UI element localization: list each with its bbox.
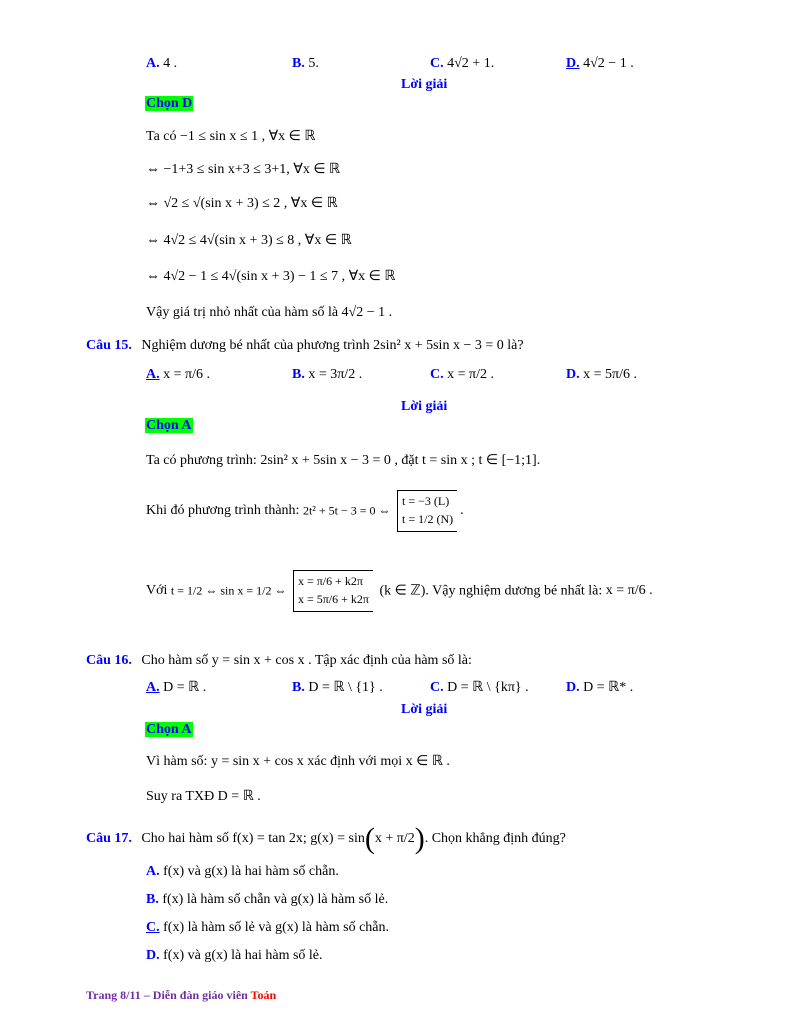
q17-option-b-text: f(x) là hàm số chẵn và g(x) là hàm số lẻ. bbox=[162, 892, 389, 907]
q15-step-2: Khi đó phương trình thành: 2t² + 5t − 3 = 0 ⇔ t = −3 (L) t = 1/2 (N) . bbox=[146, 490, 464, 532]
footer-subject: Toán bbox=[250, 988, 277, 1002]
q15-question bbox=[86, 338, 524, 354]
q14-option-a[interactable] bbox=[146, 56, 177, 72]
q16-option-a[interactable] bbox=[146, 679, 206, 696]
q17-question-arg: x + π/2 bbox=[374, 831, 415, 846]
q16-solution-heading: Lời giải bbox=[401, 702, 448, 717]
q14-step-3: ⇔ √2 ≤ √(sin x + 3) ≤ 2 , ∀x ∈ ℝ bbox=[146, 196, 338, 211]
q14-option-a-label: A. bbox=[146, 56, 160, 71]
q16-question bbox=[86, 653, 472, 669]
q15-step-3 bbox=[146, 570, 653, 612]
q17-question-end: . Chọn khẳng định đúng? bbox=[424, 831, 566, 846]
q15-option-a-label: A. bbox=[146, 367, 160, 382]
q16-option-a-text: D = ℝ . bbox=[163, 680, 207, 695]
q17-option-a[interactable] bbox=[146, 864, 339, 880]
q14-step-2: ⇔ −1+3 ≤ sin x+3 ≤ 3+1, ∀x ∈ ℝ bbox=[146, 162, 341, 177]
q15-chosen-label: Chọn A bbox=[146, 418, 192, 433]
q15-solution-bracket bbox=[293, 570, 373, 612]
q16-option-b-label: B. bbox=[292, 680, 305, 695]
q17-option-a-label: A. bbox=[146, 864, 160, 879]
q14-solution-heading: Lời giải bbox=[401, 77, 448, 92]
q17-option-d[interactable] bbox=[146, 948, 323, 964]
q15-solution-1: x = π/6 + k2π bbox=[297, 574, 363, 588]
q15-solution-2: x = 5π/6 + k2π bbox=[297, 591, 369, 606]
q14-option-a-text: 4 . bbox=[163, 56, 178, 71]
q15-step-3-answer: x = π/6 . bbox=[605, 582, 653, 598]
q15-solution-heading: Lời giải bbox=[401, 399, 448, 414]
q15-option-d-label: D. bbox=[566, 367, 580, 382]
q15-step-2-text: Khi đó phương trình thành: bbox=[146, 502, 300, 518]
q14-option-d-label: D. bbox=[566, 56, 580, 71]
q16-option-c-label: C. bbox=[430, 680, 444, 695]
q15-case-1: t = −3 (L) bbox=[402, 494, 450, 508]
q15-step-1: Ta có phương trình: 2sin² x + 5sin x − 3 = 0 , đặt t = sin x ; t ∈ [−1;1]. bbox=[146, 453, 541, 468]
q17-question: Câu 17. Cho hai hàm số f(x) = tan 2x; g(x) = sin(x + π/2). Chọn khẳng định đúng? bbox=[86, 822, 566, 855]
q15-option-c-text: x = π/2 . bbox=[447, 367, 494, 382]
q16-chosen-answer bbox=[145, 722, 193, 738]
q17-question-start: Cho hai hàm số f(x) = tan 2x; g(x) = sin bbox=[141, 831, 365, 846]
q14-option-c[interactable] bbox=[430, 56, 494, 72]
q17-option-d-text: f(x) và g(x) là hai hàm số lẻ. bbox=[163, 948, 323, 963]
q15-label: Câu 15. bbox=[86, 338, 132, 353]
footer-separator: – bbox=[140, 988, 153, 1002]
q14-option-d-text: 4√2 − 1 . bbox=[583, 56, 634, 71]
q14-step-4: ⇔ 4√2 ≤ 4√(sin x + 3) ≤ 8 , ∀x ∈ ℝ bbox=[146, 233, 352, 248]
q14-option-d[interactable] bbox=[566, 56, 634, 72]
q16-option-d[interactable] bbox=[566, 679, 633, 696]
footer-forum-name: Diễn đàn giáo viên bbox=[152, 988, 251, 1002]
q16-option-c[interactable] bbox=[430, 679, 529, 696]
q15-option-b[interactable] bbox=[292, 367, 362, 383]
q16-step-1: Vì hàm số: y = sin x + cos x xác định với mọi x ∈ ℝ . bbox=[146, 754, 450, 769]
q14-option-b-text: 5. bbox=[308, 56, 319, 71]
q15-option-b-label: B. bbox=[292, 367, 305, 382]
q17-option-d-label: D. bbox=[146, 948, 160, 963]
q16-option-b-text: D = ℝ \ {1} . bbox=[308, 680, 383, 695]
q17-option-b-label: B. bbox=[146, 892, 159, 907]
footer-page-number: Trang 8/11 bbox=[86, 988, 141, 1002]
q15-option-a-text: x = π/6 . bbox=[163, 367, 210, 382]
q15-option-a[interactable] bbox=[146, 367, 210, 383]
page-footer bbox=[86, 988, 276, 1003]
q17-option-b[interactable] bbox=[146, 892, 388, 908]
q16-option-d-label: D. bbox=[566, 680, 580, 695]
q14-option-b[interactable] bbox=[292, 56, 319, 72]
q15-step-3-condition: (k ∈ ℤ). Vậy nghiệm dương bé nhất là: bbox=[379, 583, 603, 599]
q15-step-3-text: Với bbox=[146, 582, 168, 598]
q16-option-d-text: D = ℝ* . bbox=[583, 680, 634, 695]
q17-option-c-label: C. bbox=[146, 920, 160, 935]
q16-option-a-label: A. bbox=[146, 680, 160, 695]
q15-case-2: t = 1/2 (N) bbox=[402, 511, 454, 526]
q17-option-c[interactable] bbox=[146, 920, 389, 936]
q14-option-c-label: C. bbox=[430, 56, 444, 71]
q14-step-5: ⇔ 4√2 − 1 ≤ 4√(sin x + 3) − 1 ≤ 7 , ∀x ∈ ℝ bbox=[146, 269, 396, 284]
q14-chosen-answer bbox=[145, 96, 193, 112]
q15-option-b-text: x = 3π/2 . bbox=[308, 367, 363, 382]
q15-step-2-equation: 2t² + 5t − 3 = 0 ⇔ bbox=[302, 503, 391, 518]
q14-step-1: Ta có −1 ≤ sin x ≤ 1 , ∀x ∈ ℝ bbox=[146, 129, 316, 144]
q15-option-c[interactable] bbox=[430, 367, 494, 383]
q15-step-3-equation: t = 1/2 ⇔ sin x = 1/2 ⇔ bbox=[170, 583, 287, 598]
q16-option-c-text: D = ℝ \ {kπ} . bbox=[447, 680, 529, 695]
q15-question-text: Nghiệm dương bé nhất của phương trình 2sin² x + 5sin x − 3 = 0 là? bbox=[141, 338, 524, 353]
q16-option-b[interactable] bbox=[292, 679, 383, 696]
q15-case-bracket bbox=[397, 490, 457, 532]
q17-option-a-text: f(x) và g(x) là hai hàm số chẵn. bbox=[163, 864, 339, 879]
q16-chosen-label: Chọn A bbox=[146, 722, 192, 737]
q14-conclusion: Vậy giá trị nhỏ nhất của hàm số là 4√2 − 1 . bbox=[146, 305, 393, 320]
q17-option-c-text: f(x) là hàm số lẻ và g(x) là hàm số chẵn. bbox=[163, 920, 389, 935]
q15-option-d[interactable] bbox=[566, 367, 637, 383]
q15-option-c-label: C. bbox=[430, 367, 444, 382]
q14-option-b-label: B. bbox=[292, 56, 305, 71]
q17-label: Câu 17. bbox=[86, 831, 132, 846]
q15-chosen-answer bbox=[145, 418, 193, 434]
q14-chosen-label: Chọn D bbox=[146, 96, 193, 111]
q16-step-2: Suy ra TXĐ D = ℝ . bbox=[146, 789, 261, 804]
q15-option-d-text: x = 5π/6 . bbox=[583, 367, 637, 382]
q16-label: Câu 16. bbox=[86, 653, 132, 668]
q16-question-text: Cho hàm số y = sin x + cos x . Tập xác định của hàm số là: bbox=[141, 653, 472, 668]
q14-option-c-text: 4√2 + 1. bbox=[447, 56, 495, 71]
